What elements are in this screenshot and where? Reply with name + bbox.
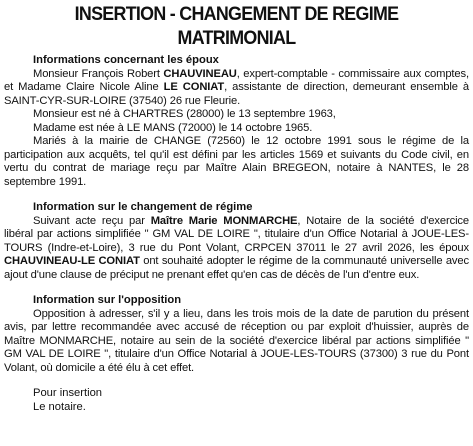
section-heading-spouses: Informations concernant les époux [33,54,219,66]
spacer [4,375,469,387]
text-span: , expert-comptable - commissaire aux comptes, et Madame Claire Nicole Aline [4,67,469,93]
spacer [4,189,469,201]
regime-change-paragraph [4,215,469,283]
text-span: , assistante de direction, demeurant ensemble à SAINT-CYR-SUR-LOIRE (37540) 26 rue Fleurie. [4,81,470,107]
signoff-line-1: Pour insertion [33,387,103,399]
signoff-line-2: Le notaire. [33,400,86,413]
notice-title: INSERTION - CHANGEMENT DE REGIME MATRIMONIAL [74,4,399,49]
husband-surname: CHAUVINEAU [163,67,237,80]
section-heading-regime-change: Information sur le changement de régime [33,201,253,213]
wife-surname: LE CONIAT [163,81,225,93]
husband-birth: Monsieur est né à CHARTRES (28000) le 13 septembre 1963, [33,108,336,120]
wife-birth: Madame est née à LE MANS (72000) le 14 octobre 1965. [33,121,313,134]
text-span: ont souhaité adopter le régime de la communauté universelle avec ajout d'une clause de préciput ne prenant effet qu'en cas de décès de l'un d'entre eux. [4,255,469,281]
spouses-names: CHAUVINEAU-LE CONIAT [4,255,140,267]
marriage-paragraph: Mariés à la mairie de CHANGE (72560) le 12 octobre 1991 sous le régime de la participation aux acquêts, tel qu'il est défini par les articles 1569 et suivants du Code civil, en vertu du contrat de mariage reçu par Maître Alain BREGEON, notaire à NANTES, le 28 septembre 1991. [4,135,469,188]
text-span: Suivant acte reçu par [33,214,151,227]
notary-name: Maître Marie MONMARCHE [150,214,298,227]
text-span: , Notaire de la société d'exercice libéral par actions simplifiée " GM VAL DE LOIRE ", titulaire d'un Office Notarial à JOUE-LES-TOURS (Indre-et-Loire), 3 rue du Pont Volant, CRPCEN 37011 le 27 avril 2026, les époux [4,214,470,254]
spacer [4,282,469,294]
opposition-paragraph: Opposition à adresser, s'il y a lieu, dans les trois mois de la date de parution du présent avis, par lettre recommandée avec accusé de réception ou par exploit d'huissier, auprès de Maître MONMARCHE, notaire au sein de la société d'exercice libéral par actions simplifiée " GM VAL DE LOIRE ", titulaire d'un Office Notarial à JOUE-LES-TOURS (37300) 3 rue du Pont Volant, où domicile a été élu à cet effet. [4,307,469,374]
section-heading-opposition: Information sur l'opposition [33,294,182,306]
spouses-paragraph [4,68,469,109]
text-span: Monsieur François Robert [33,67,164,80]
